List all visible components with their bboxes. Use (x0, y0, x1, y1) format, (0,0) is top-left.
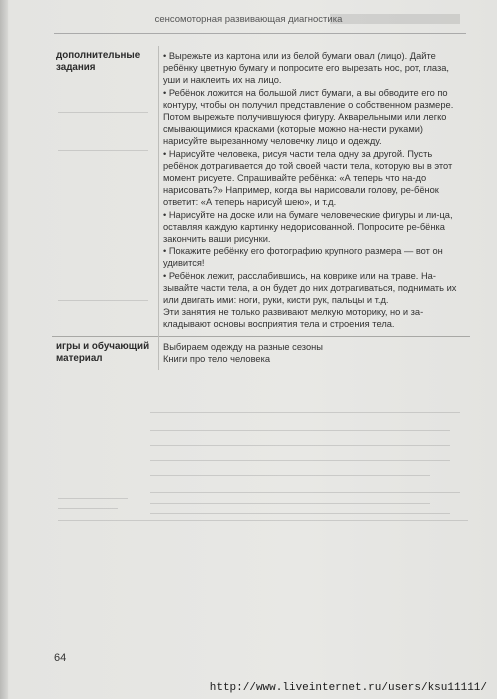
header-rule (54, 33, 466, 34)
row-label: игры и обучающий материал (52, 336, 159, 370)
paragraph: Книги про тело человека (163, 353, 271, 364)
show-through-line (58, 508, 118, 509)
paragraph: • Ребёнок ложится на большой лист бумаги, а вы обводите его по контуру, чтобы он получил представление о собственном размере. Потом вырежьте получившуюся фигуру. Акварельными или легко смывающимися красками (которые можно на-нести руками) нарисуйте вырезанному человечку лицо и одежду. (163, 87, 454, 147)
paragraph: • Нарисуйте человека, рисуя части тела одну за другой. Пусть ребёнок дотрагивается до той своей части тела, которую вы в этот момент рисуете. Спрашивайте ребёнка: «А теперь что на-до нарисовать?» Например, когда вы нарисовали голову, ре-бёнок ответит: «А теперь нарисуй шею», и т.д. (163, 148, 453, 208)
show-through-line (150, 412, 460, 413)
paragraph: Выбираем одежду на разные сезоны (163, 341, 323, 352)
show-through-line (150, 492, 460, 493)
paragraph: • Вырежьте из картона или из белой бумаги овал (лицо). Дайте ребёнку цветную бумагу и попросите его вырезать нос, рот, глаза, уши и наклеить их на лицо. (163, 51, 449, 86)
show-through-line (150, 460, 450, 461)
book-spine-shadow (0, 0, 8, 699)
row-text (159, 46, 471, 336)
table-row-additional-tasks (52, 46, 470, 336)
row-text (159, 336, 471, 370)
page-number: 64 (54, 652, 67, 664)
row-label: дополнительные задания (56, 50, 141, 73)
show-through-line (150, 513, 450, 514)
paragraph: • Нарисуйте на доске или на бумаге человеческие фигуры и ли-ца, оставляя каждую картинку недорисованной. Попросите ре-бёнка закончить ваши рисунки. (163, 209, 453, 245)
show-through-line (150, 430, 450, 431)
paragraph: • Покажите ребёнку его фотографию крупного размера — вот он удивится! (163, 246, 443, 269)
table-row-games-materials (52, 336, 470, 370)
show-through-line (150, 475, 430, 476)
show-through-line (58, 498, 128, 499)
watermark-url: http://www.liveinternet.ru/users/ksu11111/ (209, 682, 487, 694)
content-table (52, 46, 470, 370)
show-through-line (150, 445, 450, 446)
running-header: сенсомоторная развивающая диагностика (154, 14, 343, 25)
paragraph: • Ребёнок лежит, расслабившись, на коврике или на траве. На-зывайте части тела, а он будет до них дотрагиваться, поднимать их или двигать ими: ноги, руки, кисти рук, пальцы и т.д. (163, 270, 457, 306)
paragraph: Эти занятия не только развивают мелкую моторику, но и за-кладывают основы восприятия тела и строения тела. (163, 307, 424, 330)
show-through-line (150, 503, 430, 504)
show-through-line (58, 520, 468, 521)
